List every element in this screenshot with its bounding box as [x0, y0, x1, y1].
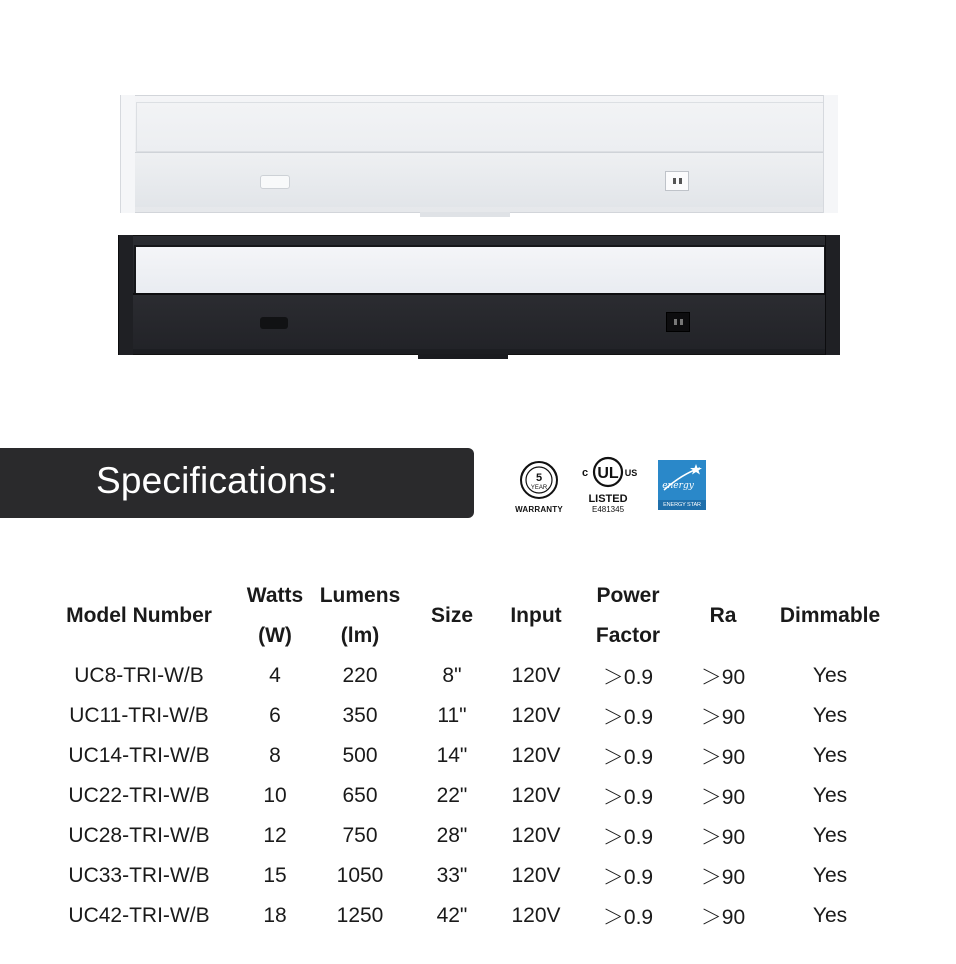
fixture-end-cap — [120, 95, 135, 213]
cell-input: 120V — [511, 864, 561, 887]
energy-script: energy — [662, 481, 694, 491]
warranty-years: 5 — [535, 472, 543, 484]
cell-ra: ＞90 — [700, 786, 746, 809]
energy-star-caption: ENERGY STAR — [663, 502, 701, 508]
fixture-mount — [418, 354, 508, 359]
cell-model-number: UC8-TRI-W/B — [74, 664, 204, 687]
ul-us-mark: US — [624, 468, 638, 478]
cell-watts: 12 — [263, 824, 287, 847]
rocker-switch-icon — [666, 312, 690, 332]
ul-c-mark: c — [581, 467, 589, 479]
fixture-end-cap — [823, 95, 838, 213]
cell-lumens: 1050 — [336, 864, 384, 887]
table-row — [36, 776, 890, 816]
cell-lumens: 500 — [342, 744, 378, 767]
rocker-switch-icon — [665, 171, 689, 191]
white-fixture-image — [120, 95, 838, 213]
warranty-badge-icon — [508, 458, 570, 514]
table-row — [36, 656, 890, 696]
cell-model-number: UC22-TRI-W/B — [68, 784, 210, 807]
table-row — [36, 816, 890, 856]
cell-input: 120V — [511, 744, 561, 767]
cell-dimmable: Yes — [812, 904, 848, 927]
cell-dimmable: Yes — [812, 704, 848, 727]
cell-power-factor: ＞0.9 — [602, 786, 654, 809]
cell-model-number: UC14-TRI-W/B — [68, 744, 210, 767]
table-row — [36, 736, 890, 776]
cell-ra: ＞90 — [700, 666, 746, 689]
cell-size: 14" — [436, 744, 468, 767]
fixture-end-cap — [118, 235, 133, 355]
cell-model-number: UC28-TRI-W/B — [68, 824, 210, 847]
ul-listed-label: LISTED — [588, 493, 628, 505]
ul-letters: UL — [597, 465, 619, 482]
cell-dimmable: Yes — [812, 824, 848, 847]
energy-star-icon — [658, 460, 706, 510]
warranty-year-label: YEAR — [530, 485, 548, 491]
fixture-body — [132, 293, 830, 349]
cell-lumens: 1250 — [336, 904, 384, 927]
header-input: Input — [510, 604, 562, 627]
cell-dimmable: Yes — [812, 664, 848, 687]
cell-model-number: UC11-TRI-W/B — [69, 704, 209, 727]
cell-lumens: 750 — [342, 824, 378, 847]
cell-input: 120V — [511, 704, 561, 727]
fixture-end-cap — [825, 235, 840, 355]
cell-size: 33" — [436, 864, 468, 887]
cell-model-number: UC33-TRI-W/B — [68, 864, 210, 887]
cell-ra: ＞90 — [700, 826, 746, 849]
cell-model-number: UC42-TRI-W/B — [68, 904, 210, 927]
cell-ra: ＞90 — [700, 746, 746, 769]
ul-listed-mark-icon — [578, 454, 638, 516]
cell-lumens: 350 — [342, 704, 378, 727]
cell-power-factor: ＞0.9 — [602, 666, 654, 689]
fixture-mount — [420, 212, 510, 217]
fixture-lens — [134, 245, 826, 295]
table-body — [36, 656, 890, 936]
table-row — [36, 856, 890, 896]
cell-input: 120V — [511, 824, 561, 847]
section-title: Specifications: — [96, 460, 338, 501]
cell-input: 120V — [511, 664, 561, 687]
cell-watts: 4 — [269, 664, 281, 687]
cell-size: 11" — [437, 704, 467, 727]
fixture-lens — [136, 102, 824, 152]
warranty-caption: WARRANTY — [515, 505, 563, 514]
specifications-banner — [0, 448, 474, 518]
cell-dimmable: Yes — [812, 864, 848, 887]
cell-input: 120V — [511, 904, 561, 927]
header-dimmable: Dimmable — [779, 604, 881, 627]
ul-file-number: E481345 — [591, 505, 625, 514]
cell-power-factor: ＞0.9 — [602, 866, 654, 889]
header-lumens: Lumens (lm) — [319, 584, 401, 647]
cell-power-factor: ＞0.9 — [602, 746, 654, 769]
table-header-row — [36, 576, 890, 656]
cell-dimmable: Yes — [812, 784, 848, 807]
cell-power-factor: ＞0.9 — [602, 826, 654, 849]
cell-power-factor: ＞0.9 — [602, 906, 654, 929]
cell-size: 28" — [436, 824, 468, 847]
cell-ra: ＞90 — [700, 706, 746, 729]
cell-size: 42" — [436, 904, 468, 927]
cell-watts: 6 — [269, 704, 281, 727]
cell-watts: 10 — [263, 784, 287, 807]
cell-watts: 15 — [263, 864, 287, 887]
table-row — [36, 696, 890, 736]
connector-port-icon — [260, 317, 288, 329]
specifications-table — [36, 576, 890, 936]
cell-size: 8" — [442, 664, 462, 687]
cell-power-factor: ＞0.9 — [602, 706, 654, 729]
cell-lumens: 220 — [342, 664, 378, 687]
warranty-seal-icon — [508, 458, 570, 504]
cell-lumens: 650 — [342, 784, 378, 807]
black-fixture-image — [118, 235, 840, 355]
cell-dimmable: Yes — [812, 744, 848, 767]
header-model-number: Model Number — [66, 604, 212, 627]
header-power-factor: Power Factor — [595, 584, 661, 647]
cell-input: 120V — [511, 784, 561, 807]
ul-circle-icon — [578, 454, 638, 494]
cell-ra: ＞90 — [700, 866, 746, 889]
header-size: Size — [430, 604, 474, 627]
cell-watts: 18 — [263, 904, 287, 927]
cell-ra: ＞90 — [700, 906, 746, 929]
table-row — [36, 896, 890, 936]
connector-port-icon — [260, 175, 290, 189]
header-watts: Watts (W) — [246, 584, 304, 647]
fixture-body — [134, 152, 828, 207]
header-ra: Ra — [709, 604, 737, 627]
cell-size: 22" — [436, 784, 468, 807]
cell-watts: 8 — [269, 744, 281, 767]
